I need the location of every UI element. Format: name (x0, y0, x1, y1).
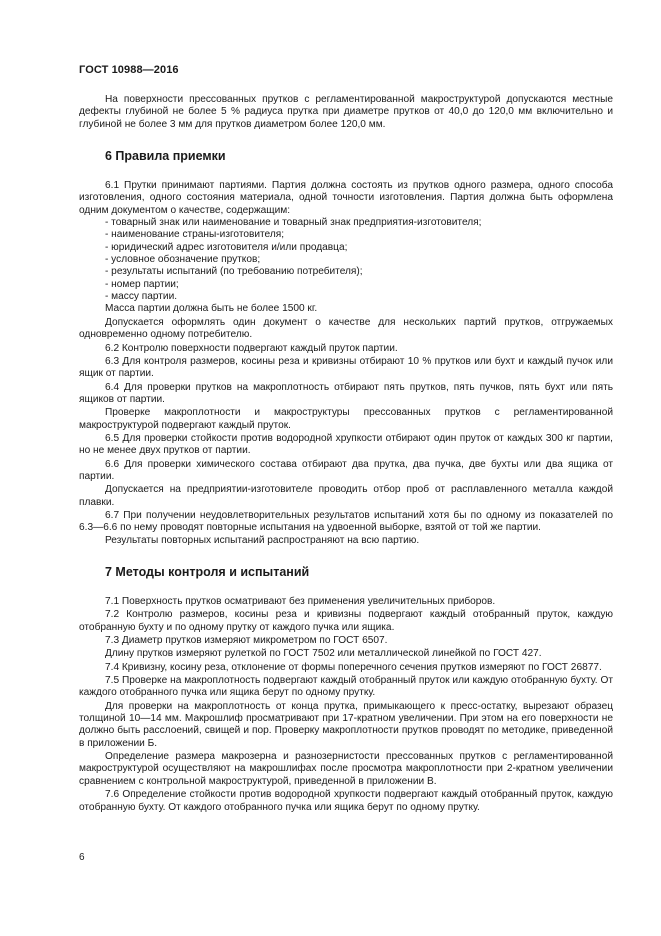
list-item: - товарный знак или наименование и товарный знак предприятия-изготовителя; (105, 217, 482, 229)
melt-sampling-paragraph: Допускается на предприятии-изготовителе проводить отбор проб от расплавленного металла каждой плавки. (79, 484, 613, 508)
clause-7-2: 7.2 Контролю размеров, косины реза и кривизны подвергают каждый отобранный пруток, каждую отобранную бухту и по одному прутку от каждого пучка или ящика. (79, 609, 613, 633)
clause-6-3: 6.3 Для контроля размеров, косины реза и кривизны отбирают 10 % прутков или бухт и каждый пучок или ящик от партии. (79, 355, 613, 380)
clause-7-1: 7.1 Поверхность прутков осматривают без применения увеличительных приборов. (105, 596, 496, 607)
page-number: 6 (79, 852, 85, 863)
list-item: - юридический адрес изготовителя и/или продавца; (105, 241, 348, 253)
length-measurement-paragraph: Длину прутков измеряют рулеткой по ГОСТ 7502 или металлической линейкой по ГОСТ 427. (105, 648, 542, 660)
list-item: - номер партии; (105, 278, 179, 290)
batch-mass-paragraph: Масса партии должна быть не более 1500 кг. (105, 303, 318, 315)
retest-results-paragraph: Результаты повторных испытаний распространяют на всю партию. (105, 534, 420, 546)
clause-6-2: 6.2 Контролю поверхности подвергают каждый пруток партии. (105, 342, 398, 354)
list-item: - массу партии. (105, 291, 178, 303)
list-item: - результаты испытаний (по требованию потребителя); (105, 266, 363, 278)
clause-7-6: 7.6 Определение стойкости против водородной хрупкости подвергают каждый отобранный пруток, каждую отобранную бухту. От каждого отобранного пучка или ящика берут по одному прутку. (79, 789, 613, 813)
document-contents-list (79, 217, 613, 303)
clause-6-5: 6.5 Для проверки стойкости против водородной хрупкости отбирают один пруток от каждых 300 кг партии, но не менее двух прутков от партии. (79, 432, 613, 457)
document-header: ГОСТ 10988—2016 (79, 64, 179, 76)
single-document-paragraph: Допускается оформлять один документ о качестве для нескольких партий прутков, отгружаемых одновременно одному потребителю. (79, 316, 613, 341)
macrodensity-method-paragraph: Для проверки на макроплотность от конца прутка, примыкающего к пресс-остатку, вырезают образец толщиной 10—14 мм. Макрошлиф просматривают при 17-кратном увеличении. При этом на его поверхности не должно быть расслоений, свищей и пор. Проверку макроплотности прутков проводят по методике, приведенной в приложении Б. (79, 700, 613, 749)
clause-7-4: 7.4 Кривизну, косину реза, отклонение от формы поперечного сечения прутков измеряют по ГОСТ 26877. (105, 661, 602, 673)
clause-6-1: 6.1 Прутки принимают партиями. Партия должна состоять из прутков одного размера, одного способа изготовления, одного состояния материала, одной точности изготовления. Партия должна быть оформлена одним документом о качестве, содержащим: (79, 180, 613, 216)
clause-6-4: 6.4 Для проверки прутков на макроплотность отбирают пять прутков, пять пучков, пять бухт или пять ящиков от партии. (79, 381, 613, 405)
intro-paragraph: На поверхности прессованных прутков с регламентированной макроструктурой допускаются местные дефекты глубиной не более 5 % радиуса прутка при диаметре прутков от 40,0 до 120,0 мм включительно и глубиной не более 3 мм для прутков диаметром более 120,0 мм. (79, 94, 613, 130)
list-item: - наименование страны-изготовителя; (105, 229, 285, 241)
section-6-title: 6 Правила приемки (105, 149, 226, 164)
macrograin-paragraph: Определение размера макрозерна и разнозернистости прессованных прутков с регламентированной макроструктурой осуществляют на макрошлифах после просмотра макроплотности при 2-кратном увеличении сравнением с контрольной макроструктурой, приведенной в приложении В. (79, 751, 613, 787)
list-item: - условное обозначение прутков; (105, 254, 261, 266)
macrostructure-check-paragraph: Проверке макроплотности и макроструктуры прессованных прутков с регламентированной макроструктурой подвергают каждый пруток. (79, 407, 613, 431)
clause-6-7: 6.7 При получении неудовлетворительных результатов испытаний хотя бы по одному из показателей по 6.3—6.6 по нему проводят повторные испытания на удвоенной выборке, взятой от той же партии. (79, 509, 613, 534)
section-7-title: 7 Методы контроля и испытаний (105, 565, 310, 579)
document-body (79, 94, 613, 814)
clause-7-3: 7.3 Диаметр прутков измеряют микрометром по ГОСТ 6507. (105, 635, 388, 647)
clause-6-6: 6.6 Для проверки химического состава отбирают два прутка, два пучка, две бухты или два ящика от партии. (79, 458, 613, 482)
clause-7-5: 7.5 Проверке на макроплотность подвергают каждый отобранный пруток или каждую отобранную бухту. От каждого отобранного пучка или ящика берут по одному прутку. (79, 675, 613, 699)
